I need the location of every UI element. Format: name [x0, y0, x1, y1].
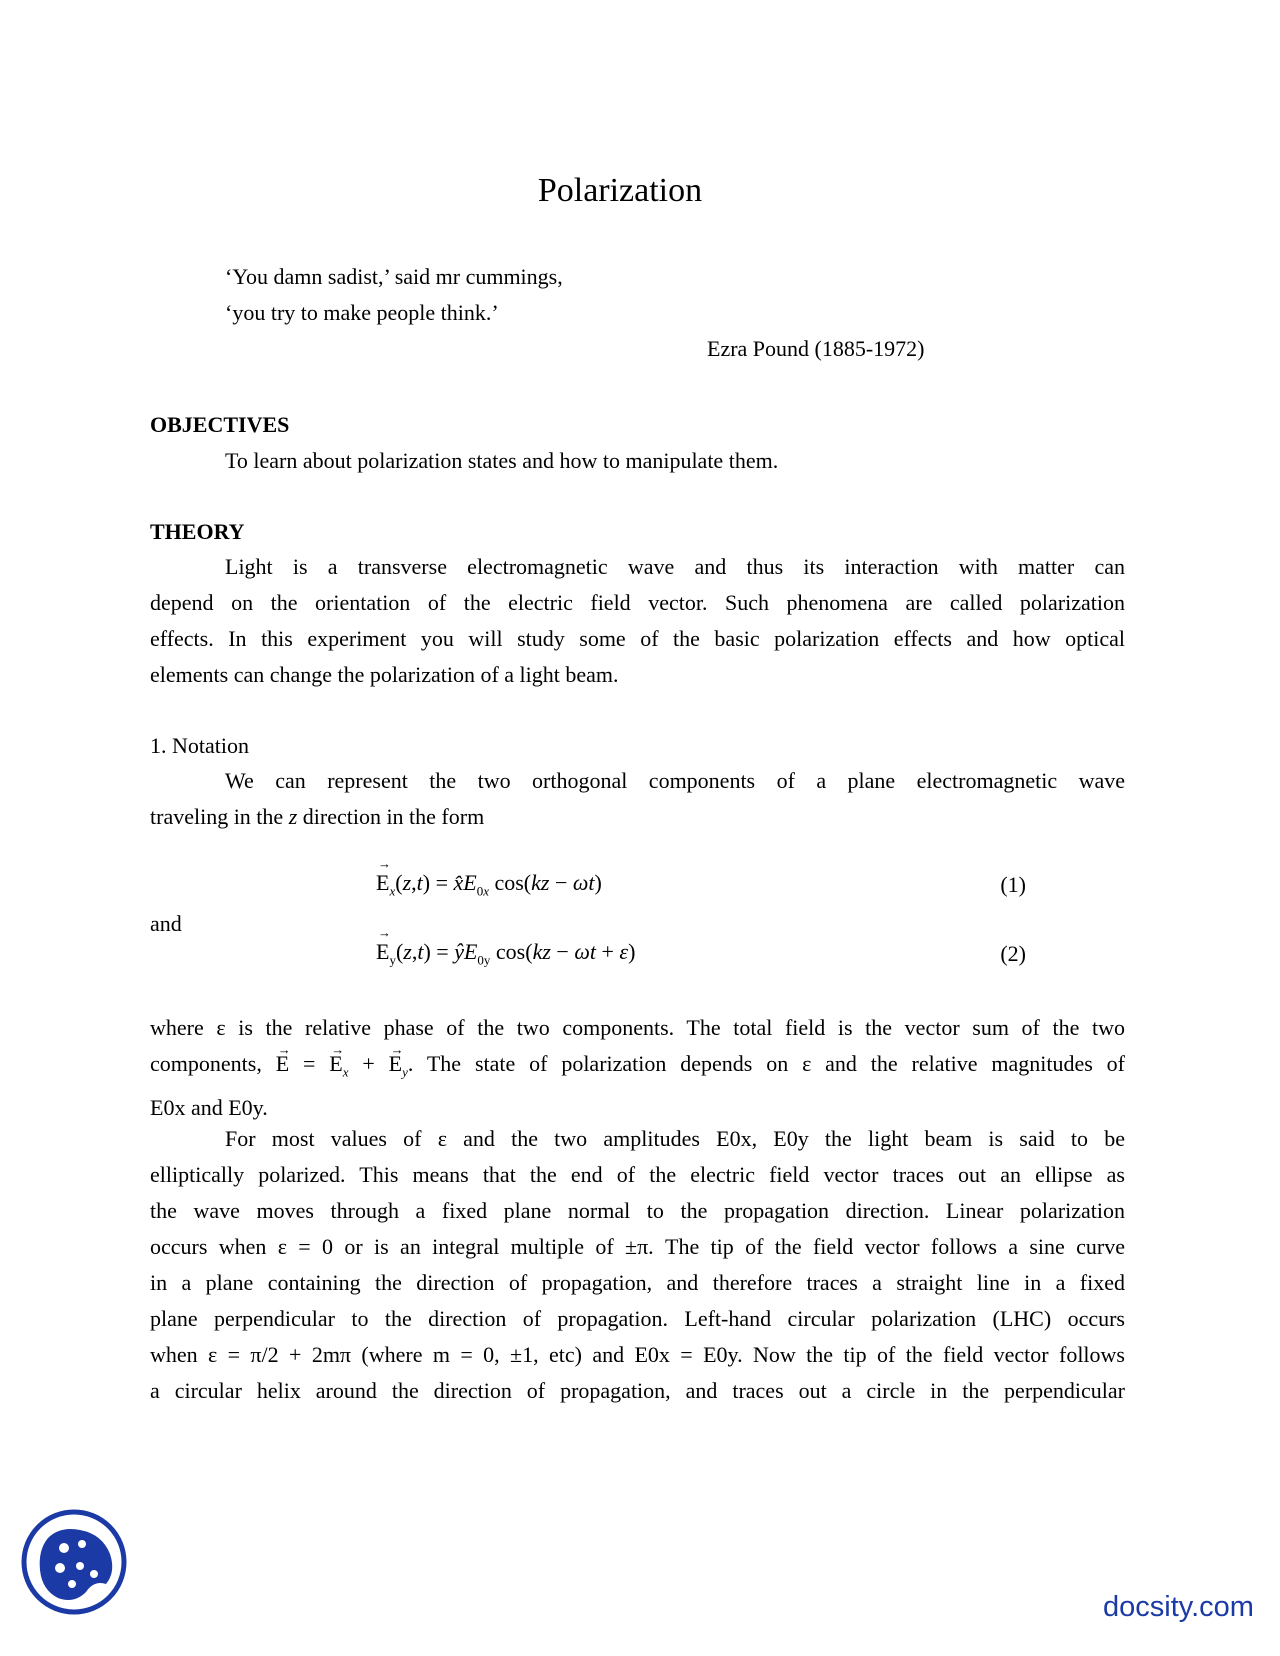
phase-line-3: E0x and E0y. — [150, 1095, 268, 1121]
phase-line-1: where ε is the relative phase of the two components. The total field is the vector sum of the two — [150, 1015, 1125, 1040]
objectives-text: To learn about polarization states and how to manipulate them. — [225, 448, 779, 473]
theory-paragraph — [150, 549, 1125, 693]
notation-line-2: traveling in the z direction in the form — [150, 804, 485, 829]
equation-1: → $E_x(z,t)$ = $x̂E_{0x}$ cos(kz − ωt) — [376, 870, 602, 899]
polarization-line-2: elliptically polarized. This means that the end of the electric field vector traces out an ellipse as — [150, 1162, 1125, 1187]
equation-1-number: (1) — [1000, 872, 1026, 897]
polarization-paragraph — [150, 1121, 1125, 1409]
notation-paragraph — [150, 763, 1125, 835]
epigraph-line-2: ‘you try to make people think.’ — [225, 300, 499, 325]
polarization-line-1: For most values of ε and the two amplitudes E0x, E0y the light beam is said to be — [225, 1126, 1125, 1151]
polarization-line-7: when ε = π/2 + 2mπ (where m = 0, ±1, etc) and E0x = E0y. Now the tip of the field vector follows — [150, 1342, 1125, 1367]
objectives-heading: OBJECTIVES — [150, 412, 290, 437]
docsity-logo-icon[interactable] — [20, 1508, 128, 1616]
and-connector: and — [150, 911, 182, 936]
epigraph-line-1: ‘You damn sadist,’ said mr cummings, — [225, 264, 563, 289]
document-title: Polarization — [537, 172, 703, 209]
polarization-line-3: the wave moves through a fixed plane normal to the propagation direction. Linear polarization — [150, 1198, 1125, 1223]
theory-line-4: elements can change the polarization of a light beam. — [150, 662, 619, 687]
polarization-line-4: occurs when ε = 0 or is an integral multiple of ±π. The tip of the field vector follows a sine curve — [150, 1234, 1125, 1259]
theory-line-2: depend on the orientation of the electric field vector. Such phenomena are called polarization — [150, 590, 1125, 615]
epigraph-attribution: Ezra Pound (1885-1972) — [707, 336, 925, 361]
equation-2-number: (2) — [1000, 941, 1026, 966]
section-heading-notation: 1. Notation — [150, 733, 249, 758]
theory-line-1: Light is a transverse electromagnetic wave and thus its interaction with matter can — [225, 554, 1125, 579]
polarization-line-5: in a plane containing the direction of propagation, and therefore traces a straight line in a fixed — [150, 1270, 1125, 1295]
polarization-line-8: a circular helix around the direction of propagation, and traces out a circle in the perpendicular — [150, 1378, 1125, 1403]
equation-2: → $E_y(z,t)$ = $ŷE_{0y}$ cos(kz − ωt + ε) — [376, 939, 635, 968]
docsity-brand-link[interactable]: docsity.com — [1103, 1591, 1254, 1623]
phase-paragraph — [150, 1010, 1125, 1126]
phase-line-2: components, → E = → $E_x$ + → $E_y$. The state of polarization depends on ε and the relative magnitudes of — [150, 1046, 1125, 1090]
vector-sum-formula: → E = → $E_x$ + → $E_y$ — [276, 1051, 408, 1076]
theory-line-3: effects. In this experiment you will study some of the basic polarization effects and how optical — [150, 626, 1125, 651]
notation-line-1: We can represent the two orthogonal components of a plane electromagnetic wave — [225, 768, 1125, 793]
polarization-line-6: plane perpendicular to the direction of propagation. Left-hand circular polarization (LHC) occurs — [150, 1306, 1125, 1331]
theory-heading: THEORY — [150, 519, 245, 544]
